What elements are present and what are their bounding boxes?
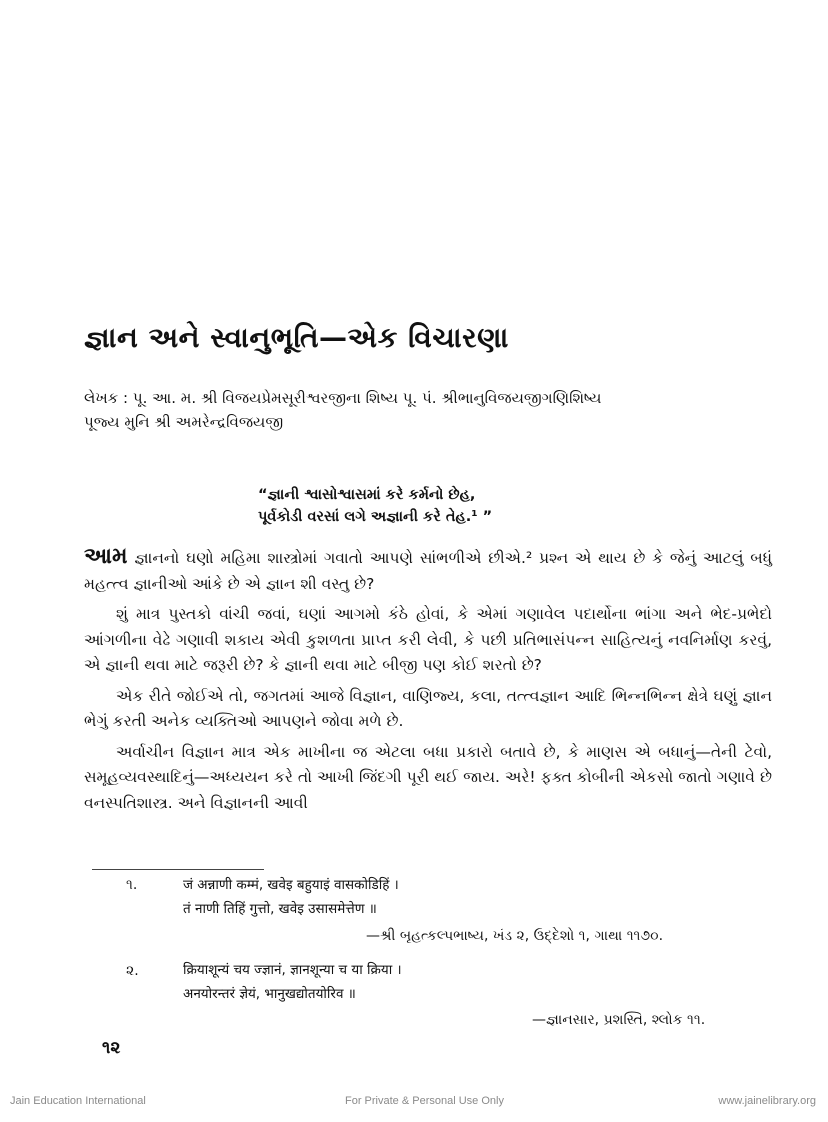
paragraph-4: અર્વાચીન વિજ્ઞાન માત્ર એક માખીના જ એટલા બધા પ્રકારો બતાવે છે, કે માણસ એ બધાનું—તેની ટેવો, સમૂહવ્યવસ્થાદિનું—અધ્યયન કરે તો આખી જિંદગી પૂરી થઈ જાય. અરે! ફક્ત કોબીની એકસો જાતો ગણાવે છે વનસ્પતિશાસ્ત્ર. અને વિજ્ઞાનની આવી: [84, 742, 772, 812]
footnote-1-number: ૧.: [126, 877, 138, 893]
footnote-2-line-2: अनयोरन्तरं ज्ञेयं, भानुखद्योतयोरिव ॥: [183, 986, 356, 1002]
epigraph-line-2: પૂર્વકોડી વરસાં લગે અજ્ઞાની કરે તેહ.¹ ”: [258, 509, 493, 525]
footer-publisher: Jain Education International: [10, 1095, 146, 1107]
author-byline: [84, 386, 784, 434]
footnote-divider: [92, 869, 264, 870]
article-title: જ્ઞાન અને સ્વાનુભૂતિ—એક વિચારણા: [84, 320, 509, 354]
footnote-2-attribution: —જ્ઞાનસાર, પ્રશસ્તિ, શ્લોક ૧૧.: [532, 1012, 706, 1028]
footnote-2-verse: [183, 958, 402, 1006]
footnote-2-line-1: क्रियाशून्यं चय ज्ज्ञानं, ज्ञानशून्या च या क्रिया ।: [183, 962, 402, 978]
byline-line-1: લેખક : પૂ. આ. મ. શ્રી વિજયપ્રેમસૂરીશ્વરજીના શિષ્ય પૂ. પં. શ્રીભાનુવિજયજીગણિશિષ્ય: [84, 389, 602, 407]
epigraph-quote: [258, 484, 492, 528]
paragraph-1-text: જ્ઞાનનો ઘણો મહિમા શાસ્ત્રોમાં ગવાતો આપણે સાંભળીએ છીએ.² પ્રશ્ન એ થાય છે કે જેનું આટલું બધું મહત્ત્વ જ્ઞાનીઓ આંકે છે એ જ્ઞાન શી વસ્તુ છે?: [84, 549, 772, 593]
paragraph-2: શું માત્ર પુસ્તકો વાંચી જવાં, ઘણાં આગમો કંઠે હોવાં, કે એમાં ગણાવેલ પદાર્થોના ભાંગા અને ભેદ-પ્રભેદો આંગળીના વેઢે ગણાવી શકાય એવી કુશળતા પ્રાપ્ત કરી લેવી, કે પછી પ્રતિભાસંપન્ન સાહિત્યનું નવનિર્માણ કરવું, એ જ્ઞાની થવા માટે જરૂરી છે? કે જ્ઞાની થવા માટે બીજી પણ કોઈ શરતો છે?: [84, 605, 772, 674]
page-number: ૧૨: [102, 1038, 121, 1058]
opening-word: આમ: [84, 544, 128, 569]
epigraph-line-1: “જ્ઞાની શ્વાસોશ્વાસમાં કરે કર્મનો છેહ,: [258, 487, 476, 503]
footnote-1-verse: [183, 873, 399, 921]
article-body: [84, 544, 772, 821]
footnote-1-line-2: तं नाणी तिहिं गुत्तो, खवेइ उसासमेत्तेण ॥: [183, 901, 377, 917]
footer-usage-notice: For Private & Personal Use Only: [345, 1095, 504, 1107]
paragraph-1: [84, 544, 772, 597]
footnote-1-line-1: जं अन्नाणी कम्मं, खवेइ बहुयाइं वासकोडिहिं ।: [183, 877, 399, 893]
paragraph-3: એક રીતે જોઈએ તો, જગતમાં આજે વિજ્ઞાન, વાણિજ્ય, કલા, તત્ત્વજ્ઞાન આદિ ભિન્નભિન્ન ક્ષેત્રે ઘણું જ્ઞાન ભેગું કરતી અનેક વ્યક્તિઓ આપણને જોવા મળે છે.: [84, 686, 772, 730]
byline-line-2: પૂજ્ય મુનિ શ્રી અમરેન્દ્રવિજયજી: [84, 413, 284, 431]
footnote-1-attribution: —શ્રી બૃહત્કલ્પભાષ્ય, ખંડ ૨, ઉદ્દેશો ૧, ગાથા ૧૧૭૦.: [366, 928, 664, 944]
footer-website-link[interactable]: www.jainelibrary.org: [718, 1095, 816, 1107]
footnote-2-number: ૨.: [126, 963, 139, 979]
